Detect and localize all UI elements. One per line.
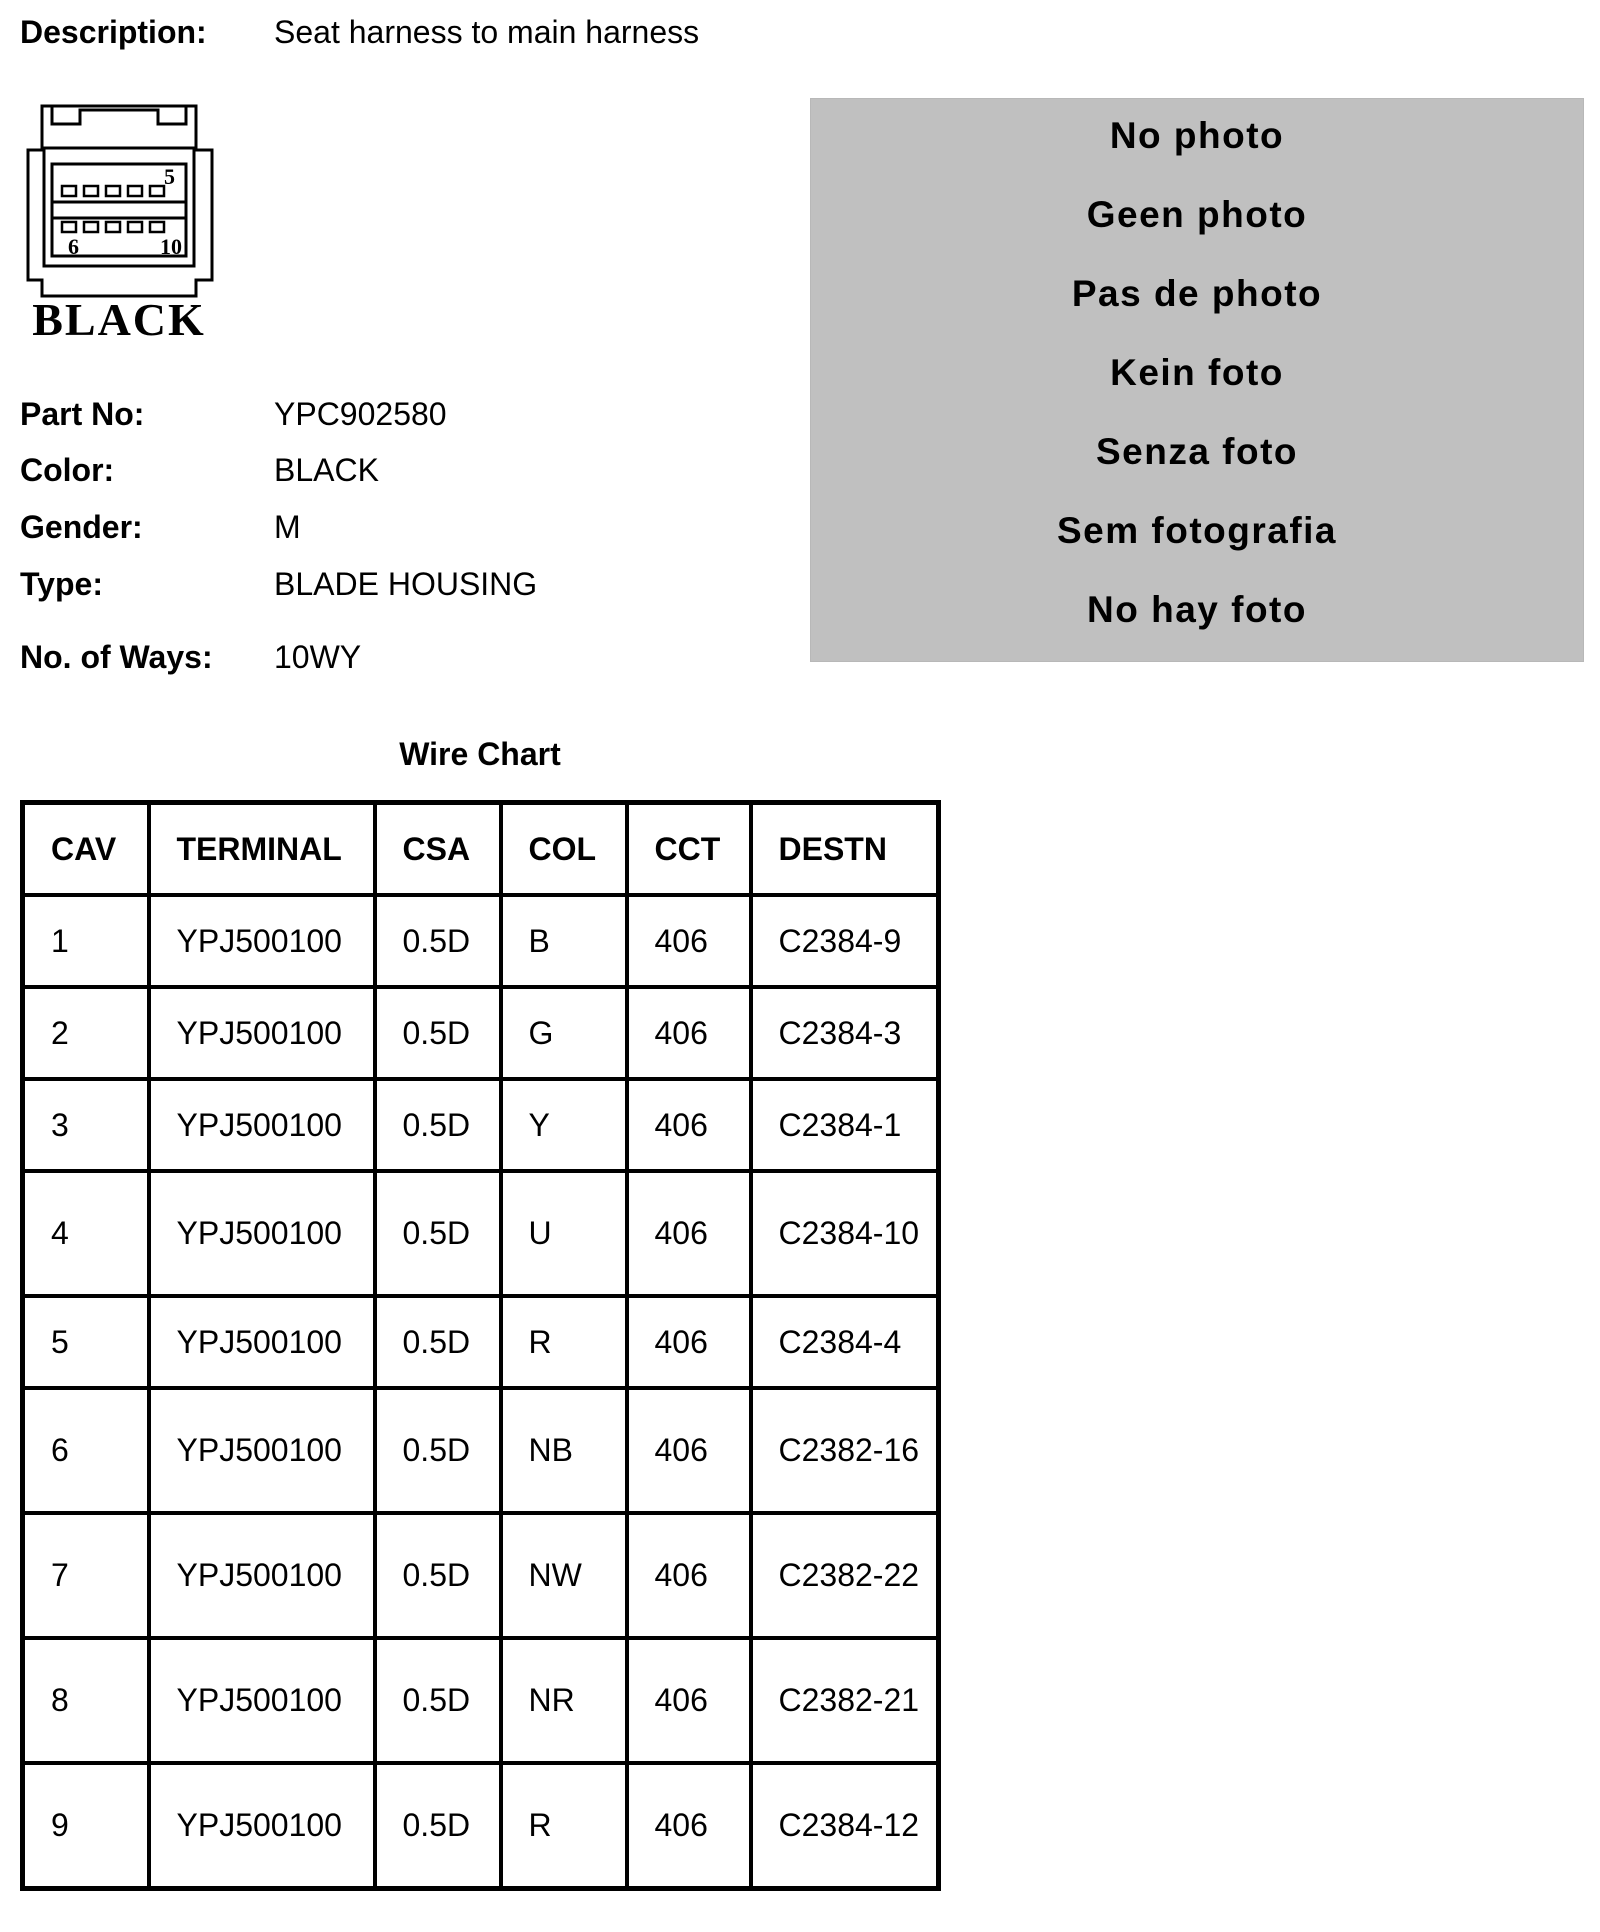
no-photo-text-pt: Sem fotografia (1056, 510, 1338, 551)
cell-col: G (501, 987, 627, 1079)
cell-cav: 6 (23, 1388, 149, 1513)
cell-cct: 406 (627, 1638, 751, 1763)
ways-label: No. of Ways: (20, 639, 213, 675)
cell-cct: 406 (627, 1171, 751, 1296)
cell-col: R (501, 1763, 627, 1889)
table-row (23, 1388, 939, 1513)
cell-cav: 4 (23, 1171, 149, 1296)
cell-cct: 406 (627, 1079, 751, 1171)
cell-col: B (501, 895, 627, 987)
cell-cct: 406 (627, 1388, 751, 1513)
cell-terminal: YPJ500100 (149, 987, 375, 1079)
wire-chart-title: Wire Chart (399, 736, 561, 772)
cell-terminal: YPJ500100 (149, 1296, 375, 1388)
color-value: BLACK (274, 452, 379, 488)
cell-cav: 1 (23, 895, 149, 987)
cell-terminal: YPJ500100 (149, 1763, 375, 1889)
cell-csa: 0.5D (375, 1296, 501, 1388)
cell-col: NR (501, 1638, 627, 1763)
cell-col: NW (501, 1513, 627, 1638)
cell-terminal: YPJ500100 (149, 895, 375, 987)
cell-csa: 0.5D (375, 1171, 501, 1296)
cell-terminal: YPJ500100 (149, 1079, 375, 1171)
photo-placeholder (810, 98, 1584, 662)
cell-cav: 2 (23, 987, 149, 1079)
cell-csa: 0.5D (375, 1763, 501, 1889)
cell-csa: 0.5D (375, 1079, 501, 1171)
cell-csa: 0.5D (375, 1513, 501, 1638)
pin-label-5: 5 (164, 164, 175, 189)
pin-label-10: 10 (160, 234, 182, 259)
cell-cav: 8 (23, 1638, 149, 1763)
cell-cct: 406 (627, 895, 751, 987)
cell-col: U (501, 1171, 627, 1296)
header-csa: CSA (375, 803, 501, 896)
cell-col: NB (501, 1388, 627, 1513)
description-label: Description: (20, 14, 207, 50)
type-value: BLADE HOUSING (274, 566, 538, 602)
cell-cav: 7 (23, 1513, 149, 1638)
no-photo-text-de: Kein foto (1110, 352, 1284, 393)
cell-destn: C2384-9 (751, 895, 939, 987)
table-row (23, 895, 939, 987)
cell-destn: C2384-12 (751, 1763, 939, 1889)
connector-top-latch (52, 106, 186, 124)
cell-destn: C2382-22 (751, 1513, 939, 1638)
part-no-label: Part No: (20, 396, 145, 432)
table-row (23, 1296, 939, 1388)
cell-destn: C2382-21 (751, 1638, 939, 1763)
cell-cav: 3 (23, 1079, 149, 1171)
cell-destn: C2384-1 (751, 1079, 939, 1171)
cell-destn: C2384-10 (751, 1171, 939, 1296)
ways-value: 10WY (274, 639, 362, 675)
connector-pin-row-bottom (62, 222, 164, 232)
cell-cct: 406 (627, 1763, 751, 1889)
no-photo-text-fr: Pas de photo (1071, 273, 1323, 314)
cell-csa: 0.5D (375, 1638, 501, 1763)
table-row (23, 1171, 939, 1296)
cell-cct: 406 (627, 987, 751, 1079)
cell-cav: 9 (23, 1763, 149, 1889)
no-photo-text-it: Senza foto (1095, 431, 1299, 472)
gender-label: Gender: (20, 509, 143, 545)
no-photo-text-en: No photo (1109, 115, 1285, 156)
connector-pin-row-top (62, 186, 164, 196)
color-label: Color: (20, 452, 115, 488)
cell-col: R (501, 1296, 627, 1388)
cell-terminal: YPJ500100 (149, 1171, 375, 1296)
no-photo-text-es: No hay foto (1087, 589, 1307, 630)
part-no-value: YPC902580 (274, 396, 447, 432)
gender-value: M (274, 509, 301, 545)
cell-terminal: YPJ500100 (149, 1513, 375, 1638)
connector-color-caption: BLACK (32, 294, 206, 345)
cell-destn: C2384-3 (751, 987, 939, 1079)
header-cct: CCT (627, 803, 751, 896)
cell-destn: C2382-16 (751, 1388, 939, 1513)
cell-cct: 406 (627, 1296, 751, 1388)
table-row (23, 987, 939, 1079)
cell-csa: 0.5D (375, 1388, 501, 1513)
cell-col: Y (501, 1079, 627, 1171)
cell-destn: C2384-4 (751, 1296, 939, 1388)
no-photo-text-nl: Geen photo (1086, 194, 1308, 235)
header-destn: DESTN (751, 803, 939, 896)
wire-chart-table (20, 800, 941, 1891)
cell-csa: 0.5D (375, 987, 501, 1079)
cell-csa: 0.5D (375, 895, 501, 987)
table-row (23, 1079, 939, 1171)
cell-terminal: YPJ500100 (149, 1638, 375, 1763)
table-row (23, 1638, 939, 1763)
header-cav: CAV (23, 803, 149, 896)
header-terminal: TERMINAL (149, 803, 375, 896)
table-row (23, 1763, 939, 1889)
cell-terminal: YPJ500100 (149, 1388, 375, 1513)
type-label: Type: (20, 566, 103, 602)
table-header-row (23, 803, 939, 896)
table-row (23, 1513, 939, 1638)
description-value: Seat harness to main harness (274, 14, 700, 50)
header-col: COL (501, 803, 627, 896)
cell-cct: 406 (627, 1513, 751, 1638)
cell-cav: 5 (23, 1296, 149, 1388)
pin-label-6: 6 (68, 234, 79, 259)
